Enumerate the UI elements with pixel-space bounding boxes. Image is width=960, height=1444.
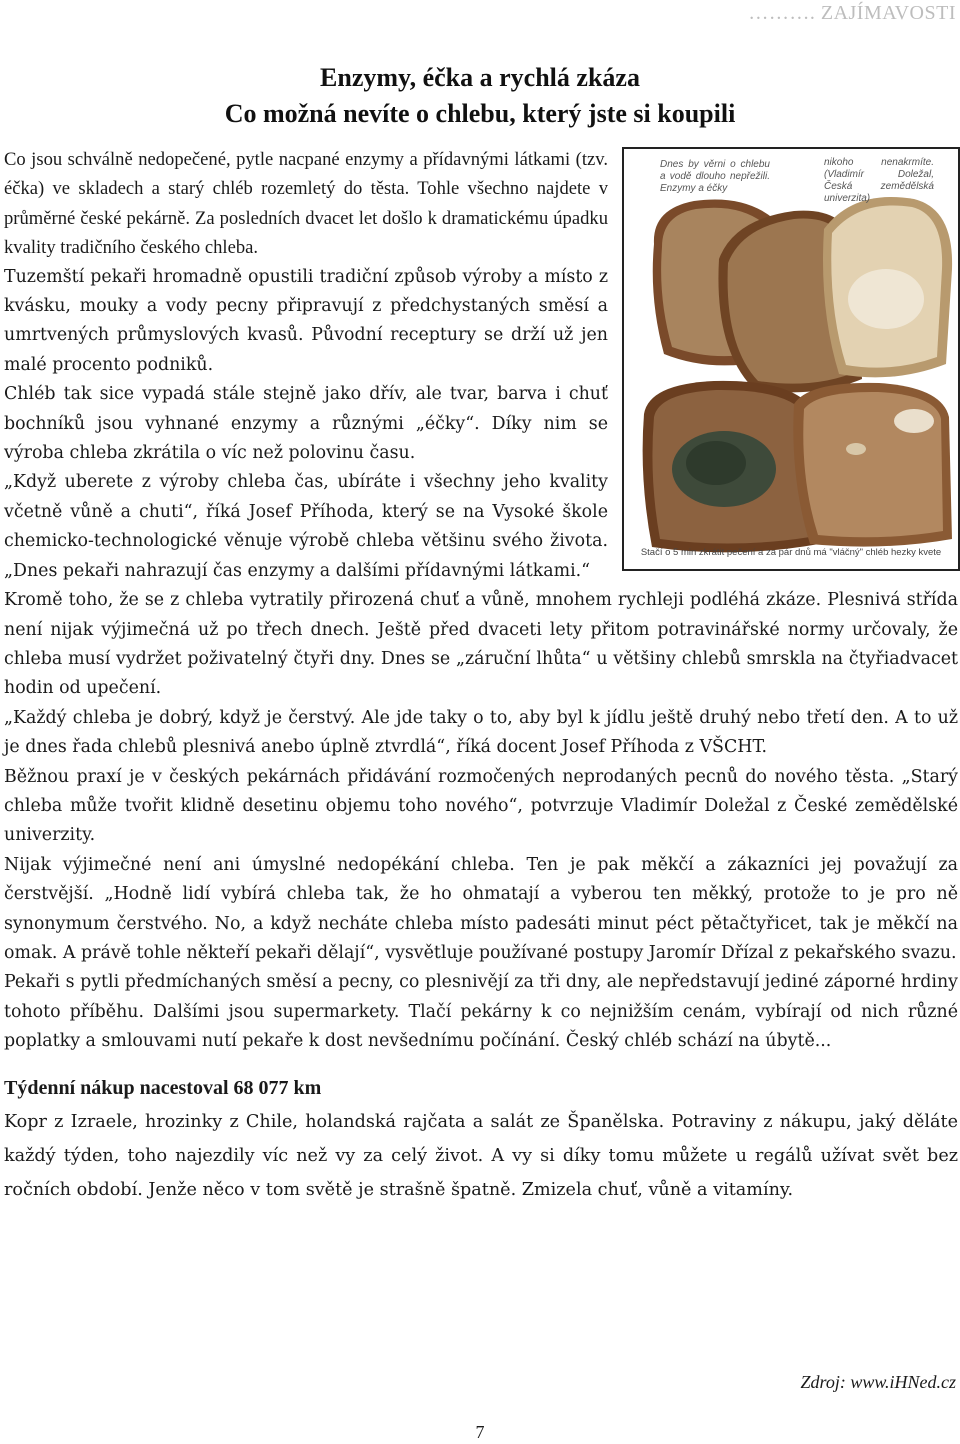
source-credit: Zdroj: www.iHNed.cz: [800, 1372, 956, 1392]
paragraph-9: Pekaři s pytli předmíchaných směsí a pecny, co plesnivějí za tři dny, ale nepředstavují jediné záporné hrdiny tohoto příběhu. Dalšími jsou supermarkety. Tlačí pekárny k co nejnižším cenám, vybírají od nich různé poplatky a smlouvami nutí pekaře k dost nevšednímu počínání. Český chléb schází na úbytě...: [4, 972, 958, 1052]
article-title-block: [0, 60, 960, 132]
paragraph-4: „Když uberete z výroby chleba čas, ubíráte i všechny jeho kvality včetně vůně a chuti“, říká Josef Příhoda, který se na Vysoké škole chemicko-technologické věnuje výrobě chleba většinu svého života. „Dnes pekaři nahrazují čas enzymy a dalšími přídavnými látkami.“: [4, 472, 608, 581]
article-title: Enzymy, éčka a rychlá zkáza: [320, 63, 640, 92]
article-body: [4, 145, 958, 1207]
paragraph-2: Tuzemští pekaři hromadně opustili tradiční způsob výroby a místo z kvásku, mouky a vody pecny připravují z předchystaných směsí a umrtvených průmyslových kvasů. Původní receptury se drží už jen malé procento podniků.: [4, 266, 608, 375]
mold-patch-pale: [848, 269, 924, 329]
paragraph-8: Nijak výjimečné není ani úmyslné nedopékání chleba. Ten je pak měkčí a zákazníci jej považují za čerstvější. „Hodně lidí vybírá chleba tak, že ho ohmatají a vyberou ten měkký, protože to je pro ně synonymum čerstvého. No, a když necháte chleba místo padesáti minut péct pětačtyřicet, tak je měkčí na omak. A právě tohle někteří pekaři dělají“, vysvětluje používané postupy Jaromír Dřízal z pekařského svazu.: [4, 854, 958, 963]
paragraph-7: Běžnou praxí je v českých pekárnách přidávání rozmočených neprodaných pecnů do nového těsta. „Starý chleba může tvořit klidně desetinu objemu toho nového“, potvrzuje Vladimír Doležal z České zemědělské univerzity.: [4, 766, 958, 846]
figure-note-right: nikoho nenakrmíte. (Vladimír Doležal, Česká zemědělská univerzita): [824, 157, 934, 204]
bread-slices-illustration: [624, 149, 958, 569]
section-header-tag: ………. ZAJÍMAVOSTI: [748, 2, 956, 24]
bread-photo: [622, 147, 960, 571]
paragraph-6: „Každý chleba je dobrý, když je čerstvý. Ale jde taky o to, aby byl k jídlu ještě druhý nebo třetí den. A to už je dnes řada chlebů plesnivá anebo úplně ztvrdlá“, říká docent Josef Příhoda z VŠCHT.: [4, 707, 958, 758]
article-subtitle: Co možná nevíte o chlebu, který jste si koupili: [224, 99, 736, 128]
paragraph-3: Chléb tak sice vypadá stále stejně jako dřív, ale tvar, barva i chuť bochníků jsou vyhnané enzymy a různými „éčky“. Díky nim se výroba chleba zkrátila o víc než polovinu času.: [4, 384, 608, 464]
section-paragraph: Kopr z Izraele, hrozinky z Chile, holandská rajčata a salát ze Španělska. Potraviny z nákupu, jaký děláte každý týden, toho najezdily víc než vy za celý život. A vy si díky tomu můžete u regálů užívat svět bez ročních období. Jenže něco v tom světě je strašně špatně. Zmizela chuť, vůně a vitamíny.: [4, 1111, 958, 1200]
section-heading: Týdenní nákup nacestoval 68 077 km: [4, 1076, 322, 1099]
mold-patch-small: [894, 409, 934, 433]
paragraph-5: Kromě toho, že se z chleba vytratily přirozená chuť a vůně, mnohem rychleji podléhá zkáze. Plesnivá střída není nijak výjimečná už po třech dnech. Ještě před dvaceti lety přitom potravinářské normy určovaly, že chleba musí vydržet poživatelný čtyři dny. Dnes se „záruční lhůta“ u většiny chlebů smrskla na čtyřiadvacet hodin od upečení.: [4, 590, 958, 699]
figure-note-left: Dnes by věrni o chlebu a vodě dlouho nepřežili. Enzymy a éčky: [660, 159, 770, 194]
paragraph-1: Co jsou schválně nedopečené, pytle nacpané enzymy a přídavnými látkami (tzv. éčka) ve skladech a starý chléb rozemletý do těsta. Tohle všechno najdete v průměrné české pekárně. Za posledních dvacet let došlo k dramatickému úpadku kvality tradičního českého chleba.: [4, 149, 608, 259]
page-number: 7: [475, 1422, 485, 1442]
figure-caption: Stačí o 5 min zkrátit pečení a za pár dnů má "vláčný" chléb hezky kvete: [640, 546, 942, 558]
